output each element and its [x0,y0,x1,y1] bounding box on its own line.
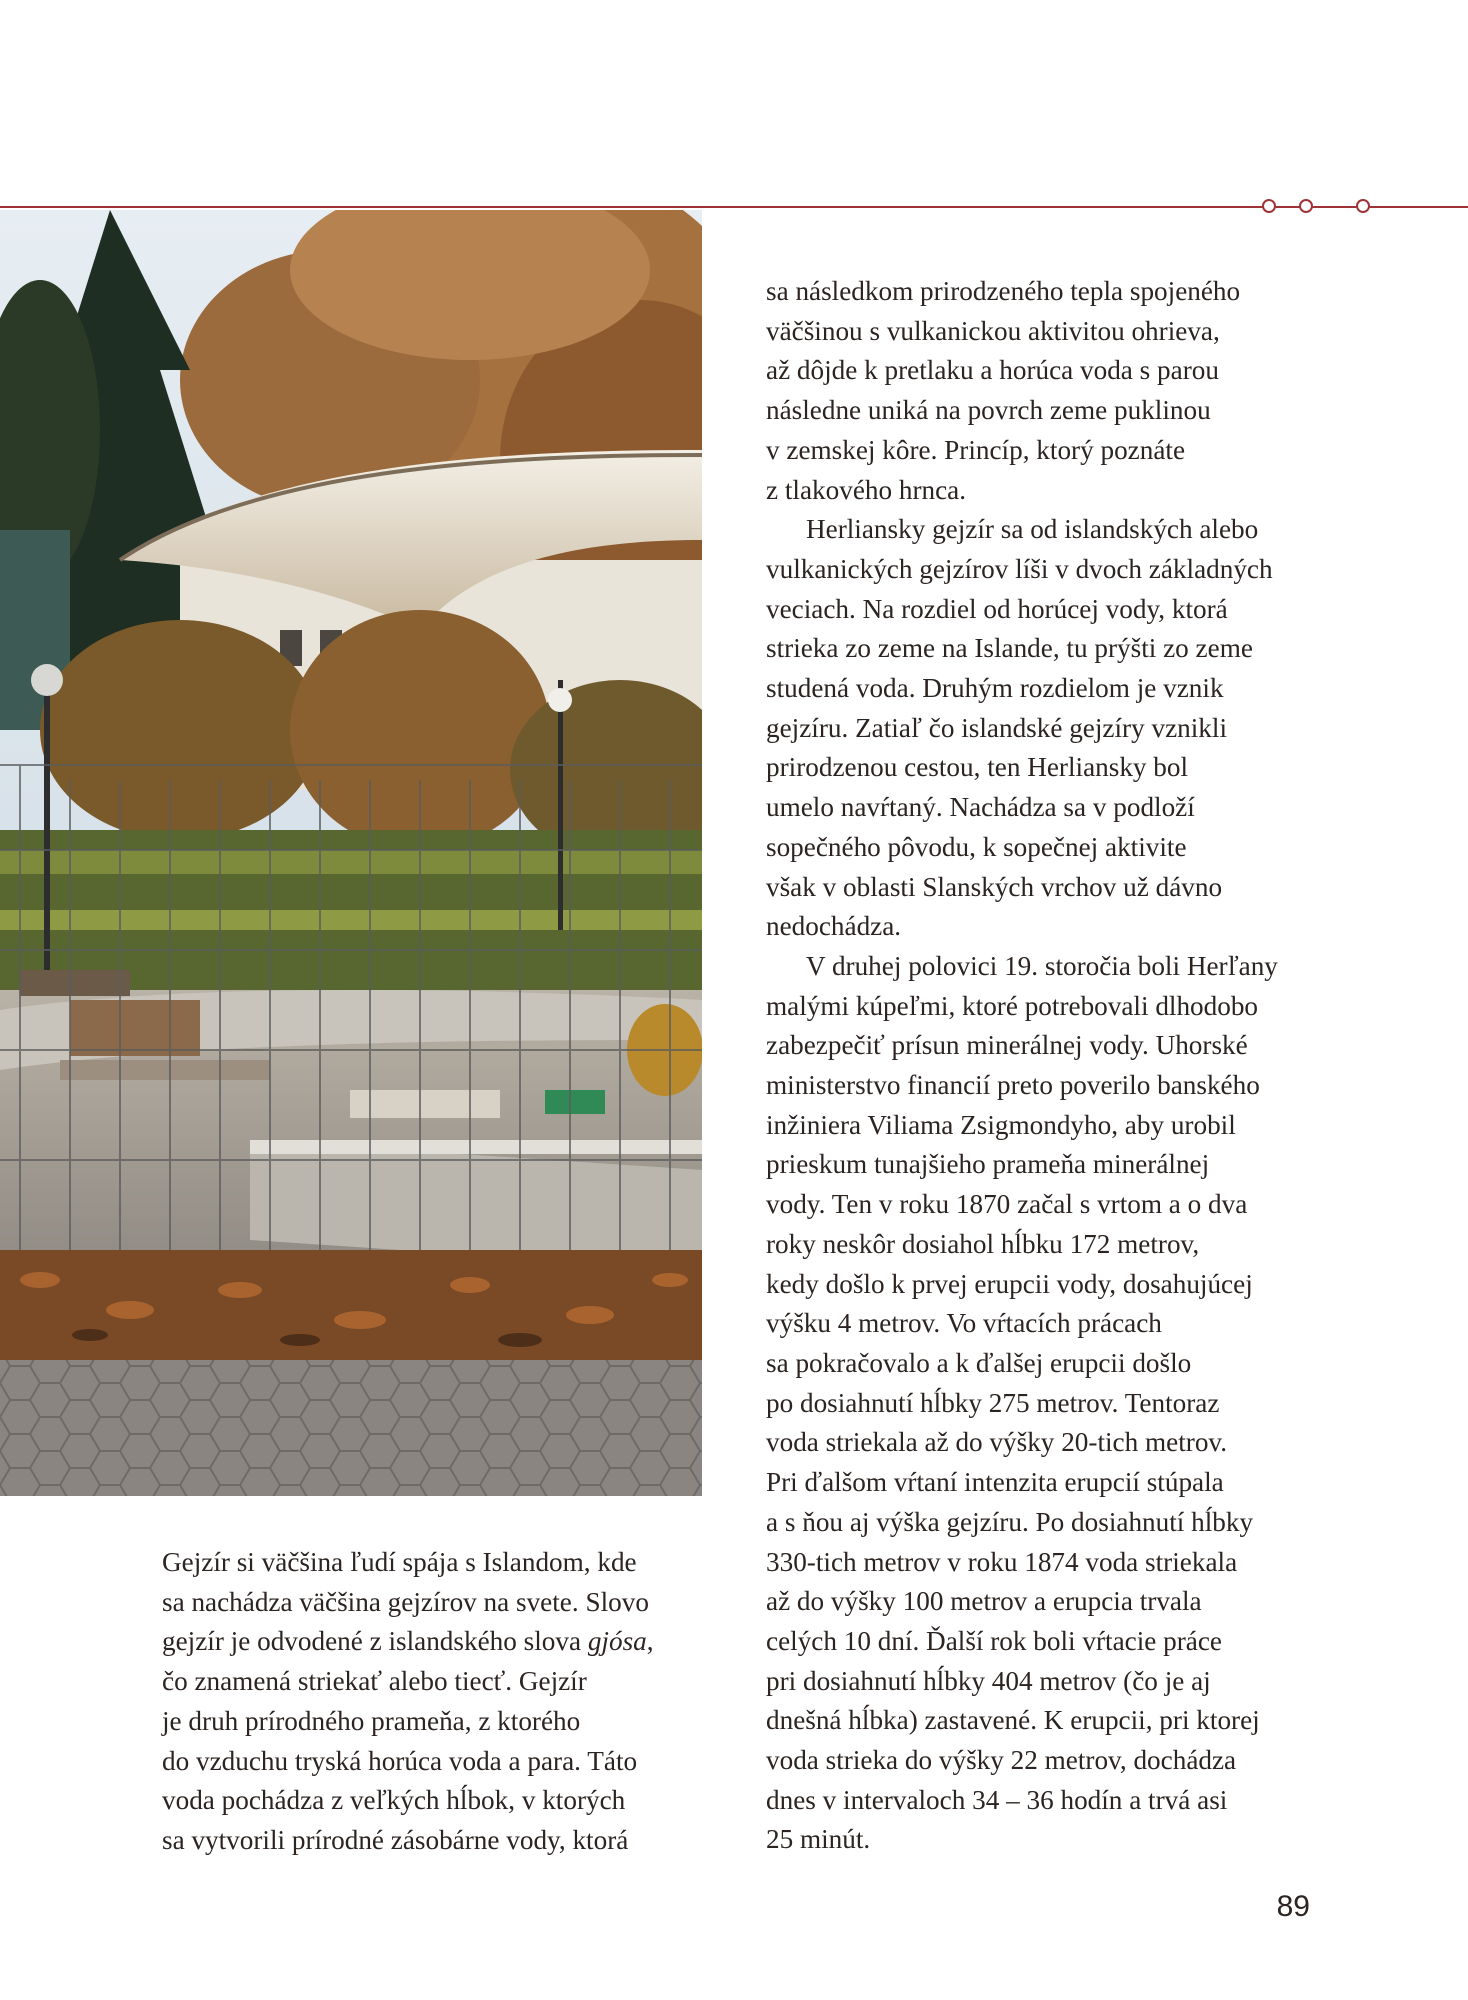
text-line: sa následkom prirodzeného tepla spojeného [766,276,1241,306]
text-line: nedochádza. [766,911,902,942]
text-line: sopečného pôvodu, k sopečnej aktivite [766,831,1187,862]
right-column-text [766,272,1326,1860]
text-line: 25 minút. [766,1824,871,1855]
text-line: však v oblasti Slanských vrchov už dávno [766,871,1223,902]
text-line: prieskum tunajšieho prameňa minerálnej [766,1149,1210,1180]
text-line: ministerstvo financií preto poverilo banského [766,1070,1260,1101]
text-line: následne uniká na povrch zeme puklinou [766,395,1211,426]
text-line: vody. Ten v roku 1870 začal s vrtom a o dva [766,1189,1248,1220]
text-line: čo znamená striekať alebo tiecť. Gejzír [162,1666,587,1697]
text-line: dnešná hĺbka) zastavené. K erupcii, pri ktorej [766,1705,1260,1736]
text-line: veciach. Na rozdiel od horúcej vody, ktorá [766,593,1228,624]
text-line: voda striekala až do výšky 20-tich metrov. [766,1427,1228,1458]
text-line: sa nachádza väčšina gejzírov na svete. Slovo [162,1586,649,1617]
text-line: roky neskôr dosiahol hĺbku 172 metrov, [766,1228,1200,1259]
text-line: Pri ďalšom vŕtaní intenzita erupcií stúpala [766,1467,1224,1498]
ornament-circle [1262,199,1276,213]
geyser-site-photo [0,210,702,1496]
text-line: väčšinou s vulkanickou aktivitou ohrieva, [766,315,1220,346]
text-line: Herliansky gejzír sa od islandských alebo [806,514,1259,545]
header-rule [0,206,1468,208]
text-line: gejzíru. Zatiaľ čo islandské gejzíry vznikli [766,712,1227,743]
text-line: a s ňou aj výška gejzíru. Po dosiahnutí hĺbky [766,1506,1254,1537]
text-line: až do výšky 100 metrov a erupcia trvala [766,1586,1202,1617]
text-line: do vzduchu tryská horúca voda a para. Táto [162,1745,638,1776]
text-line: strieka zo zeme na Islande, tu prýšti zo zeme [766,633,1253,664]
text-line: sa pokračovalo a k ďalšej erupcii došlo [766,1347,1192,1378]
ornament-circle [1299,199,1313,213]
text-line: zabezpečiť prísun minerálnej vody. Uhorské [766,1030,1248,1061]
paragraph-1 [766,272,1326,510]
text-line: v zemskej kôre. Princíp, ktorý poznáte [766,434,1186,465]
text-line: dnes v intervaloch 34 – 36 hodín a trvá asi [766,1784,1228,1815]
text-line [162,1622,702,1662]
text-line: studená voda. Druhým rozdielom je vznik [766,673,1224,704]
text-line: umelo navŕtaný. Nachádza sa v podloží [766,792,1195,823]
text-segment: gejzír je odvodené z islandského slova [162,1626,588,1657]
text-line: pri dosiahnutí hĺbky 404 metrov (čo je aj [766,1665,1211,1696]
text-line: inžiniera Viliama Zsigmondyho, aby urobil [766,1109,1236,1140]
text-line: voda pochádza z veľkých hĺbok, v ktorých [162,1785,626,1816]
ornament-circle [1356,199,1370,213]
text-line: malými kúpeľmi, ktoré potrebovali dlhodobo [766,990,1259,1021]
text-line: sa vytvorili prírodné zásobárne vody, ktorá [162,1824,629,1855]
text-segment: , [646,1626,654,1657]
text-line: je druh prírodného prameňa, z ktorého [162,1705,581,1736]
text-line: až dôjde k pretlaku a horúca voda s parou [766,355,1219,386]
text-line: Gejzír si väčšina ľudí spája s Islandom, kde [162,1547,637,1577]
paragraph-3 [766,947,1326,1860]
text-line: z tlakového hrnca. [766,474,967,505]
page-number: 89 [1276,1890,1310,1923]
text-line: výšku 4 metrov. Vo vŕtacích prácach [766,1308,1162,1339]
text-line: 330-tich metrov v roku 1874 voda striekala [766,1546,1238,1577]
left-column-text [162,1543,702,1861]
text-line: kedy došlo k prvej erupcii vody, dosahujúcej [766,1268,1253,1299]
text-line: voda strieka do výšky 22 metrov, dochádza [766,1745,1237,1776]
italic-term: gjósa [587,1626,647,1657]
text-line: celých 10 dní. Ďalší rok boli vŕtacie práce [766,1625,1222,1656]
paragraph-2 [766,510,1326,947]
text-line: prirodzenou cestou, ten Herliansky bol [766,752,1189,783]
text-line: po dosiahnutí hĺbky 275 metrov. Tentoraz [766,1387,1220,1418]
text-line: V druhej polovici 19. storočia boli Herľany [806,950,1278,981]
text-line: vulkanických gejzírov líši v dvoch základných [766,553,1273,584]
